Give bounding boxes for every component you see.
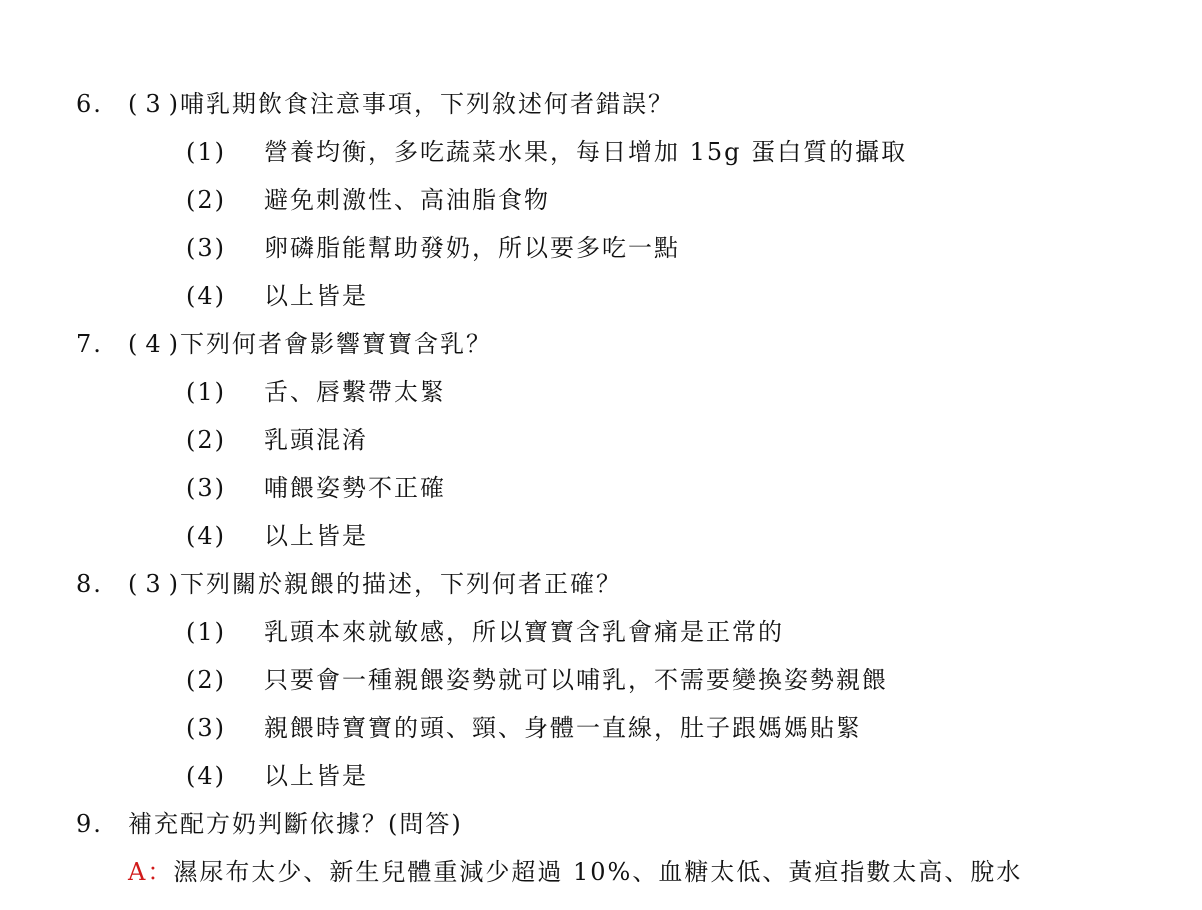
option-text: 避免刺激性、高油脂食物 [264, 186, 550, 214]
option-text: 以上皆是 [264, 282, 368, 310]
option-text: 卵磷脂能幫助發奶，所以要多吃一點 [264, 234, 680, 262]
option-label: (4) [186, 282, 226, 310]
question-number: 6. [76, 90, 103, 118]
option-item [186, 468, 446, 508]
answer-close-paren: ) [168, 570, 181, 598]
option-item [186, 708, 862, 748]
option-text: 乳頭混淆 [264, 426, 368, 454]
option-text: 乳頭本來就敏感，所以寶寶含乳會痛是正常的 [264, 618, 784, 646]
option-label: (3) [186, 474, 226, 502]
option-text: 以上皆是 [264, 522, 368, 550]
option-label: (3) [186, 714, 226, 742]
option-item [186, 276, 368, 316]
option-text: 哺餵姿勢不正確 [264, 474, 446, 502]
option-text: 只要會一種親餵姿勢就可以哺乳，不需要變換姿勢親餵 [264, 666, 888, 694]
option-item [186, 132, 907, 172]
answer-line [128, 852, 1022, 892]
answer-open-paren: ( [128, 330, 140, 358]
option-label: (4) [186, 522, 226, 550]
question-6 [76, 84, 674, 124]
answer-close-paren: ) [168, 90, 181, 118]
option-text: 以上皆是 [264, 762, 368, 790]
option-label: (1) [186, 378, 226, 406]
question-number: 9. [76, 810, 103, 838]
question-number: 7. [76, 330, 103, 358]
option-label: (1) [186, 138, 226, 166]
question-text: 補充配方奶判斷依據？(問答) [128, 810, 463, 838]
option-item [186, 756, 368, 796]
answer-text: 濕尿布太少、新生兒體重減少超過 10%、血糖太低、黃疸指數太高、脫水 [173, 858, 1023, 886]
option-item [186, 420, 368, 460]
option-label: (1) [186, 618, 226, 646]
question-text: 下列關於親餵的描述，下列何者正確？ [180, 570, 623, 598]
option-item [186, 372, 446, 412]
option-label: (4) [186, 762, 226, 790]
answer-open-paren: ( [128, 570, 140, 598]
option-item [186, 516, 368, 556]
question-9 [76, 804, 463, 844]
option-text: 親餵時寶寶的頭、頸、身體一直線，肚子跟媽媽貼緊 [264, 714, 862, 742]
option-item [186, 180, 550, 220]
answer-close-paren: ) [168, 330, 181, 358]
question-7 [76, 324, 492, 364]
answer-open-paren: ( [128, 90, 140, 118]
option-text: 舌、唇繫帶太緊 [264, 378, 446, 406]
option-label: (3) [186, 234, 226, 262]
question-text: 哺乳期飲食注意事項，下列敘述何者錯誤？ [180, 90, 675, 118]
option-label: (2) [186, 666, 226, 694]
option-label: (2) [186, 426, 226, 454]
question-8 [76, 564, 622, 604]
option-label: (2) [186, 186, 226, 214]
answer-label: A： [128, 858, 174, 886]
option-item [186, 660, 888, 700]
option-text: 營養均衡，多吃蔬菜水果，每日增加 15g 蛋白質的攝取 [264, 138, 908, 166]
answer-value: 3 [145, 570, 163, 598]
option-item [186, 228, 680, 268]
answer-value: 4 [145, 330, 163, 358]
question-text: 下列何者會影響寶寶含乳？ [180, 330, 493, 358]
answer-value: 3 [145, 90, 163, 118]
option-item [186, 612, 784, 652]
question-number: 8. [76, 570, 103, 598]
